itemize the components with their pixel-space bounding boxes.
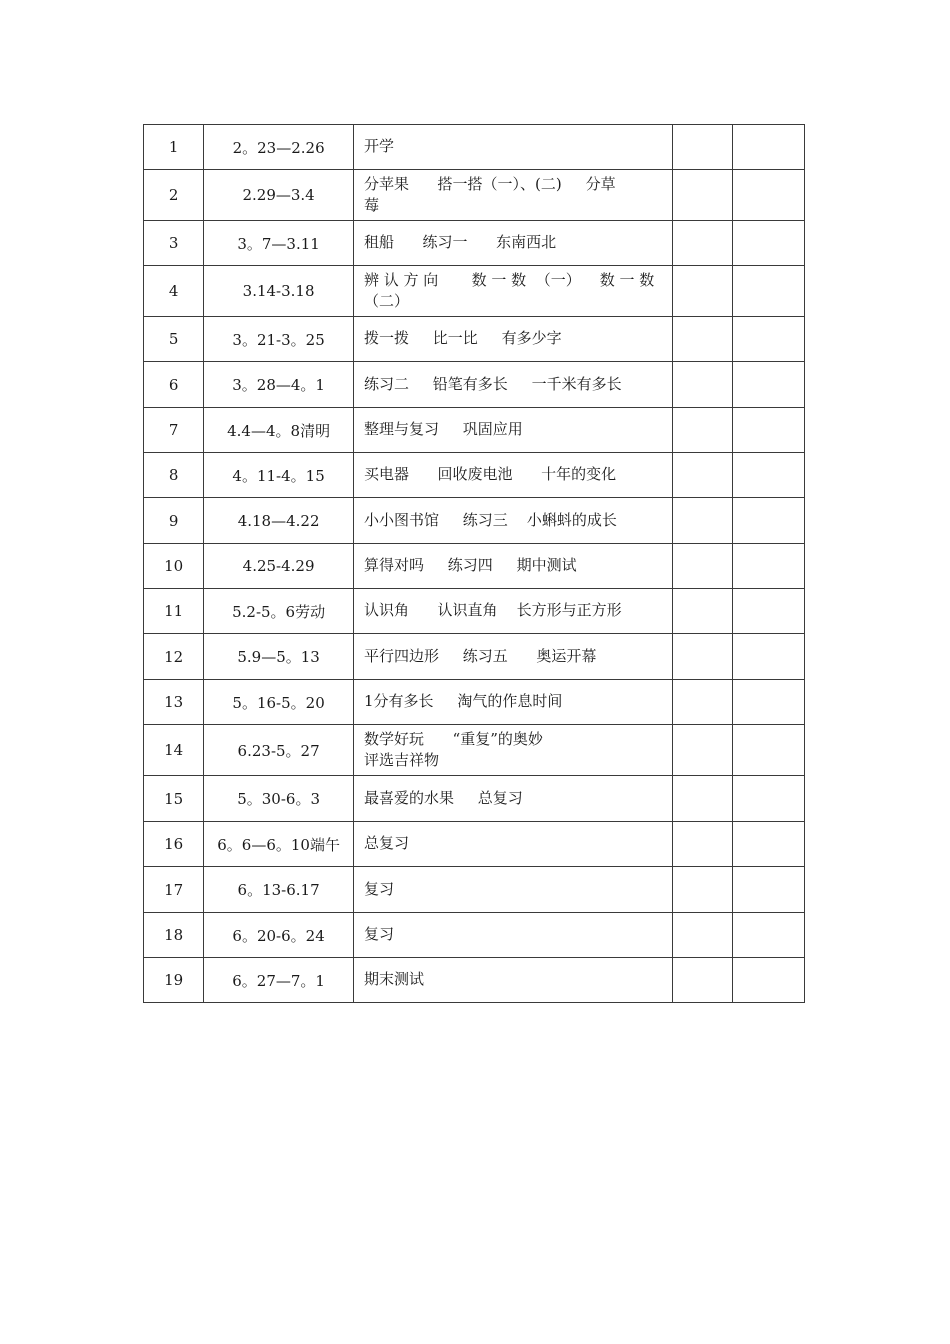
empty-cell: [732, 317, 804, 362]
lesson-content-text: 小小图书馆 练习三 小蝌蚪的成长: [363, 510, 617, 529]
week-number-cell: 15: [144, 776, 204, 822]
schedule-row: [144, 453, 805, 498]
schedule-row: [144, 221, 805, 266]
lesson-content-cell: [353, 867, 672, 913]
date-range-cell: 5。16-5。20: [204, 680, 354, 725]
lesson-content-cell: [353, 776, 672, 822]
empty-cell: [673, 634, 732, 680]
empty-cell: [673, 221, 732, 266]
empty-cell: [732, 362, 804, 408]
empty-cell: [732, 589, 804, 634]
lesson-content-cell: [353, 453, 672, 498]
lesson-content-cell: [353, 362, 672, 408]
lesson-content-text: 平行四边形 练习五 奥运开幕: [363, 646, 597, 665]
empty-cell: [732, 680, 804, 725]
lesson-content-text: 拨一拨 比一比 有多少字: [363, 329, 562, 348]
empty-cell: [673, 680, 732, 725]
week-number-cell: 1: [144, 125, 204, 170]
lesson-content-cell: [353, 317, 672, 362]
empty-cell: [732, 822, 804, 867]
empty-cell: [673, 408, 732, 453]
schedule-row: [144, 408, 805, 453]
empty-cell: [732, 913, 804, 958]
lesson-content-cell: [353, 125, 672, 170]
date-range-cell: 3.14-3.18: [204, 266, 354, 317]
week-number-cell: 4: [144, 266, 204, 317]
empty-cell: [732, 867, 804, 913]
date-range-cell: 6。20-6。24: [204, 913, 354, 958]
empty-cell: [732, 776, 804, 822]
week-number-cell: 19: [144, 958, 204, 1003]
lesson-content-cell: [353, 589, 672, 634]
lesson-content-cell: [353, 498, 672, 544]
empty-cell: [673, 958, 732, 1003]
lesson-content-cell: [353, 266, 672, 317]
empty-cell: [673, 544, 732, 589]
schedule-table: [143, 124, 805, 1003]
empty-cell: [673, 453, 732, 498]
empty-cell: [673, 776, 732, 822]
lesson-content-text: 算得对吗 练习四 期中测试: [363, 556, 577, 575]
empty-cell: [673, 170, 732, 221]
week-number-cell: 11: [144, 589, 204, 634]
lesson-content-cell: [353, 221, 672, 266]
lesson-content-cell: [353, 680, 672, 725]
week-number-cell: 3: [144, 221, 204, 266]
empty-cell: [732, 958, 804, 1003]
lesson-content-cell: [353, 822, 672, 867]
week-number-cell: 8: [144, 453, 204, 498]
empty-cell: [673, 317, 732, 362]
schedule-row: [144, 822, 805, 867]
empty-cell: [732, 221, 804, 266]
week-number-cell: 16: [144, 822, 204, 867]
date-range-cell: 4.25-4.29: [204, 544, 354, 589]
week-number-cell: 10: [144, 544, 204, 589]
lesson-content-text: 复习: [363, 879, 394, 898]
date-range-cell: 6.23-5。27: [204, 725, 354, 776]
lesson-content-text: 总复习: [363, 834, 409, 853]
lesson-content-text: 开学: [363, 137, 394, 156]
empty-cell: [732, 498, 804, 544]
empty-cell: [732, 544, 804, 589]
date-range-cell: 5.2-5。6劳动: [204, 589, 354, 634]
week-number-cell: 13: [144, 680, 204, 725]
week-number-cell: 12: [144, 634, 204, 680]
lesson-content-cell: [353, 170, 672, 221]
empty-cell: [673, 725, 732, 776]
lesson-content-text: 认识角 认识直角 长方形与正方形: [363, 601, 622, 620]
schedule-row: [144, 634, 805, 680]
empty-cell: [732, 453, 804, 498]
schedule-row: [144, 725, 805, 776]
empty-cell: [732, 170, 804, 221]
date-range-cell: 2.29—3.4: [204, 170, 354, 221]
lesson-content-text: 1分有多长 淘气的作息时间: [363, 692, 563, 711]
date-range-cell: 2。23—2.26: [204, 125, 354, 170]
lesson-content-cell: [353, 725, 672, 776]
week-number-cell: 2: [144, 170, 204, 221]
empty-cell: [732, 125, 804, 170]
week-number-cell: 7: [144, 408, 204, 453]
week-number-cell: 14: [144, 725, 204, 776]
schedule-row: [144, 680, 805, 725]
date-range-cell: 3。21-3。25: [204, 317, 354, 362]
schedule-row: [144, 498, 805, 544]
empty-cell: [732, 725, 804, 776]
lesson-content-cell: [353, 634, 672, 680]
schedule-row: [144, 125, 805, 170]
lesson-content-text: 最喜爱的水果 总复习: [363, 788, 523, 807]
date-range-cell: 4.18—4.22: [204, 498, 354, 544]
lesson-content-text: 买电器 回收废电池 十年的变化: [363, 465, 617, 484]
lesson-content-cell: [353, 544, 672, 589]
date-range-cell: 3。7—3.11: [204, 221, 354, 266]
empty-cell: [673, 266, 732, 317]
empty-cell: [673, 362, 732, 408]
schedule-row: [144, 317, 805, 362]
date-range-cell: 5。30-6。3: [204, 776, 354, 822]
schedule-row: [144, 589, 805, 634]
empty-cell: [732, 408, 804, 453]
empty-cell: [673, 913, 732, 958]
schedule-row: [144, 776, 805, 822]
lesson-content-text: 复习: [363, 925, 394, 944]
week-number-cell: 5: [144, 317, 204, 362]
date-range-cell: 4.4—4。8清明: [204, 408, 354, 453]
lesson-content-cell: [353, 958, 672, 1003]
lesson-content-cell: [353, 913, 672, 958]
lesson-content-text: 练习二 铅笔有多长 一千米有多长: [363, 374, 622, 393]
lesson-content-text: 租船 练习一 东南西北: [363, 233, 557, 252]
date-range-cell: 3。28—4。1: [204, 362, 354, 408]
empty-cell: [673, 498, 732, 544]
schedule-row: [144, 362, 805, 408]
week-number-cell: 6: [144, 362, 204, 408]
schedule-row: [144, 266, 805, 317]
date-range-cell: 6。13-6.17: [204, 867, 354, 913]
empty-cell: [732, 266, 804, 317]
lesson-content-text: 数学好玩 “重复”的奥妙 评选吉祥物: [363, 729, 543, 769]
lesson-content-cell: [353, 408, 672, 453]
lesson-content-text: 整理与复习 巩固应用: [363, 420, 523, 439]
week-number-cell: 9: [144, 498, 204, 544]
lesson-content-text: 分苹果 搭一搭（一）、(二) 分草 莓: [363, 174, 616, 214]
empty-cell: [673, 867, 732, 913]
week-number-cell: 17: [144, 867, 204, 913]
lesson-content-text: 期末测试: [363, 970, 424, 989]
empty-cell: [673, 589, 732, 634]
date-range-cell: 4。11-4。15: [204, 453, 354, 498]
schedule-row: [144, 170, 805, 221]
week-number-cell: 18: [144, 913, 204, 958]
schedule-body: [144, 125, 805, 1003]
date-range-cell: 5.9—5。13: [204, 634, 354, 680]
schedule-row: [144, 867, 805, 913]
schedule-row: [144, 544, 805, 589]
date-range-cell: 6。6—6。10端午: [204, 822, 354, 867]
empty-cell: [673, 822, 732, 867]
empty-cell: [732, 634, 804, 680]
date-range-cell: 6。27—7。1: [204, 958, 354, 1003]
empty-cell: [673, 125, 732, 170]
schedule-row: [144, 913, 805, 958]
lesson-content-text: 辨 认 方 向 数 一 数 （一） 数 一 数 （二）: [363, 270, 655, 310]
schedule-row: [144, 958, 805, 1003]
